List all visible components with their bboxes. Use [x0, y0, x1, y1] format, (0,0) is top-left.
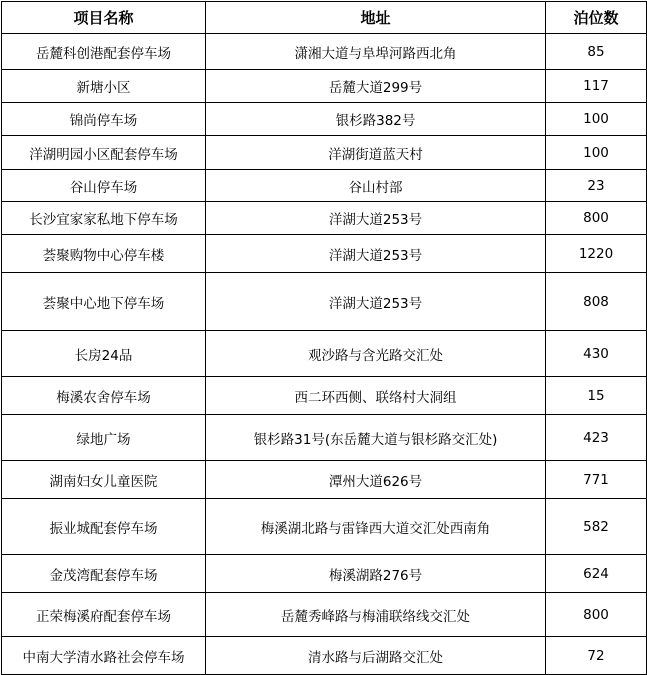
cell-name: 新塘小区	[2, 70, 206, 103]
table-row	[2, 34, 647, 70]
cell-spaces: 100	[546, 103, 647, 136]
cell-spaces: 117	[546, 70, 647, 103]
table-row	[2, 103, 647, 136]
cell-address: 谷山村部	[206, 170, 546, 202]
table-row	[2, 415, 647, 461]
cell-address: 潭州大道626号	[206, 461, 546, 499]
cell-spaces: 800	[546, 202, 647, 235]
cell-spaces: 23	[546, 170, 647, 202]
cell-name: 荟聚购物中心停车楼	[2, 235, 206, 273]
cell-spaces: 771	[546, 461, 647, 499]
cell-spaces: 72	[546, 637, 647, 675]
cell-spaces: 808	[546, 273, 647, 331]
table-row	[2, 555, 647, 593]
cell-name: 金茂湾配套停车场	[2, 555, 206, 593]
cell-address: 洋湖大道253号	[206, 273, 546, 331]
header-name: 项目名称	[2, 2, 206, 34]
cell-address: 洋湖大道253号	[206, 202, 546, 235]
cell-address: 岳麓秀峰路与梅浦联络线交汇处	[206, 593, 546, 637]
header-row	[2, 2, 647, 34]
table-row	[2, 593, 647, 637]
cell-spaces: 624	[546, 555, 647, 593]
cell-address: 梅溪湖路276号	[206, 555, 546, 593]
table-row	[2, 170, 647, 202]
cell-address: 观沙路与含光路交汇处	[206, 331, 546, 377]
cell-name: 荟聚中心地下停车场	[2, 273, 206, 331]
cell-spaces: 800	[546, 593, 647, 637]
cell-name: 绿地广场	[2, 415, 206, 461]
cell-name: 中南大学清水路社会停车场	[2, 637, 206, 675]
cell-name: 锦尚停车场	[2, 103, 206, 136]
table-row	[2, 273, 647, 331]
cell-spaces: 1220	[546, 235, 647, 273]
cell-address: 潇湘大道与阜埠河路西北角	[206, 34, 546, 70]
header-spaces: 泊位数	[546, 2, 647, 34]
parking-table	[1, 1, 647, 675]
cell-spaces: 423	[546, 415, 647, 461]
cell-name: 湖南妇女儿童医院	[2, 461, 206, 499]
table-row	[2, 499, 647, 555]
cell-address: 洋湖大道253号	[206, 235, 546, 273]
cell-address: 清水路与后湖路交汇处	[206, 637, 546, 675]
cell-spaces: 582	[546, 499, 647, 555]
cell-address: 银杉路31号(东岳麓大道与银杉路交汇处)	[206, 415, 546, 461]
cell-address: 银杉路382号	[206, 103, 546, 136]
cell-name: 正荣梅溪府配套停车场	[2, 593, 206, 637]
table-row	[2, 461, 647, 499]
cell-spaces: 15	[546, 377, 647, 415]
cell-address: 梅溪湖北路与雷锋西大道交汇处西南角	[206, 499, 546, 555]
table-row	[2, 235, 647, 273]
table-row	[2, 136, 647, 170]
cell-address: 西二环西侧、联络村大洞组	[206, 377, 546, 415]
cell-name: 梅溪农舍停车场	[2, 377, 206, 415]
cell-spaces: 100	[546, 136, 647, 170]
cell-name: 岳麓科创港配套停车场	[2, 34, 206, 70]
table-row	[2, 70, 647, 103]
cell-name: 长房24品	[2, 331, 206, 377]
header-address: 地址	[206, 2, 546, 34]
table-row	[2, 202, 647, 235]
cell-name: 谷山停车场	[2, 170, 206, 202]
table-row	[2, 331, 647, 377]
cell-name: 洋湖明园小区配套停车场	[2, 136, 206, 170]
cell-spaces: 430	[546, 331, 647, 377]
cell-name: 长沙宜家家私地下停车场	[2, 202, 206, 235]
cell-spaces: 85	[546, 34, 647, 70]
table-row	[2, 637, 647, 675]
cell-name: 振业城配套停车场	[2, 499, 206, 555]
cell-address: 洋湖街道蓝天村	[206, 136, 546, 170]
table-row	[2, 377, 647, 415]
cell-address: 岳麓大道299号	[206, 70, 546, 103]
